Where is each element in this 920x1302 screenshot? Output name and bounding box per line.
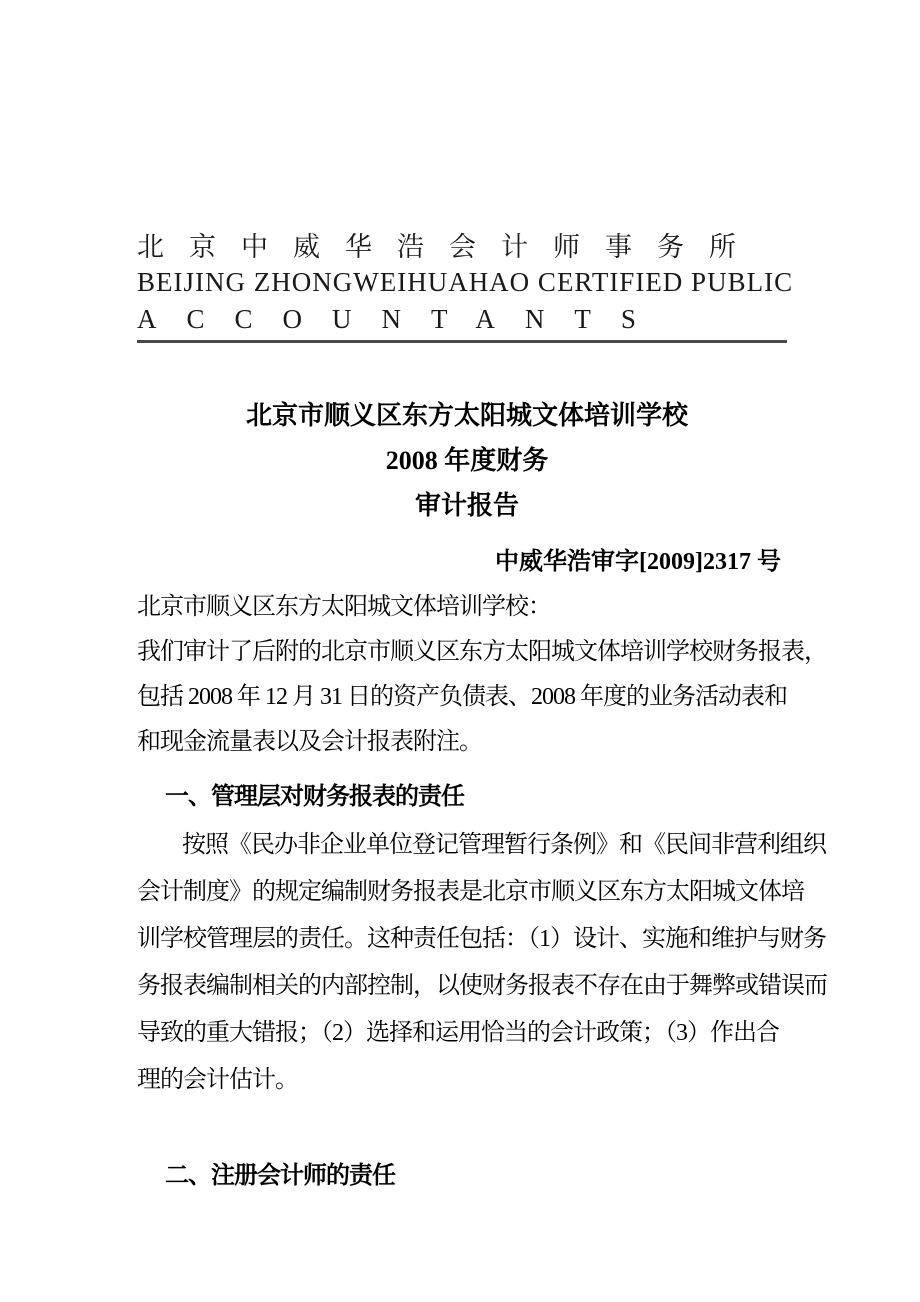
- section1-line: 会计制度》的规定编制财务报表是北京市顺义区东方太阳城文体培: [137, 879, 804, 905]
- section1-line: 务报表编制相关的内部控制，以使财务报表不存在由于舞弊或错误而: [137, 973, 827, 999]
- section1-heading: 一、管理层对财务报表的责任: [165, 784, 464, 810]
- letterhead-en-line2: ACCOUNTANTS: [137, 304, 666, 334]
- salutation: 北京市顺义区东方太阳城文体培训学校：: [137, 594, 551, 620]
- letterhead-cn-name: 北京中威华浩会计师事务所: [137, 232, 761, 262]
- letterhead-en-line1: BEIJING ZHONGWEIHUAHAO CERTIFIED PUBLIC: [137, 267, 794, 297]
- intro-line: 和现金流量表以及会计报表附注。: [137, 729, 482, 755]
- section1-line: 理的会计估计。: [137, 1067, 298, 1093]
- section1-line: 训学校管理层的责任。这种责任包括：（1）设计、实施和维护与财务: [137, 926, 826, 952]
- letterhead-rule: [137, 340, 787, 343]
- reference-number: 中威华浩审字[2009]2317 号: [495, 549, 781, 575]
- section1-line: 导致的重大错报；（2）选择和运用恰当的会计政策；（3）作出合: [137, 1020, 779, 1046]
- page-content: [137, 230, 827, 1199]
- report-body: [137, 585, 827, 1199]
- doc-title-report-type: 审计报告: [414, 491, 519, 520]
- section2-heading: 二、注册会计师的责任: [165, 1163, 395, 1189]
- intro-line: 包括 2008 年 12 月 31 日的资产负债表、2008 年度的业务活动表和: [137, 684, 787, 710]
- doc-title-year: 2008 年度财务: [385, 446, 549, 475]
- doc-title-school-name: 北京市顺义区东方太阳城文体培训学校: [245, 401, 688, 430]
- intro-paragraph: [137, 630, 827, 765]
- title-block: [137, 393, 797, 528]
- section1-line: 按照《民办非企业单位登记管理暂行条例》和《民间非营利组织: [182, 832, 826, 858]
- intro-line: 我们审计了后附的北京市顺义区东方太阳城文体培训学校财务报表，: [137, 639, 827, 665]
- section1-paragraph: [137, 822, 827, 1104]
- letterhead: [137, 230, 797, 343]
